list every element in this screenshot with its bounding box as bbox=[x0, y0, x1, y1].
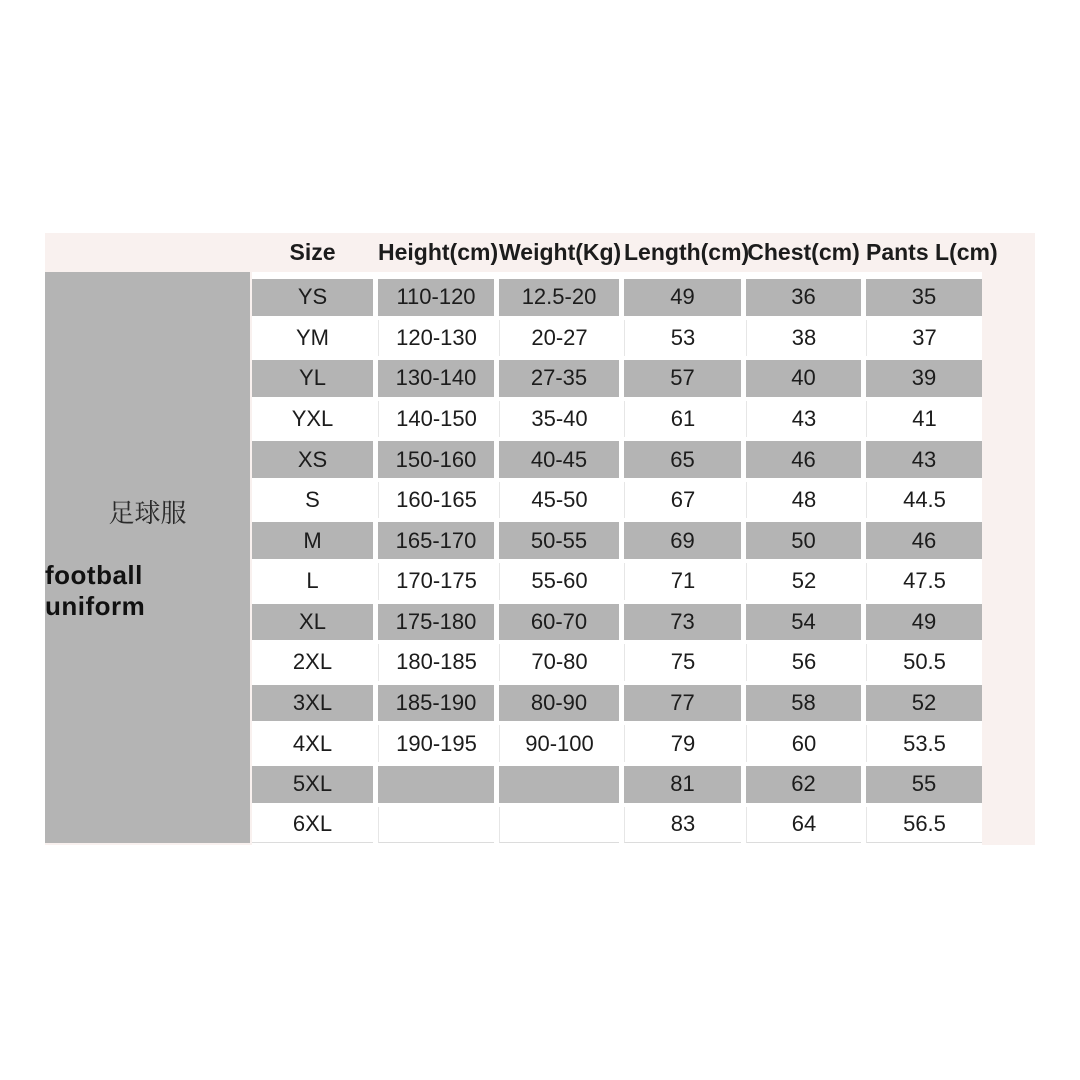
chest-cell: 54 bbox=[746, 604, 861, 641]
size-cell: YM bbox=[252, 320, 373, 357]
pants-cell: 39 bbox=[866, 360, 982, 397]
table-row-ym bbox=[252, 318, 982, 359]
weight-cell: 27-35 bbox=[499, 360, 619, 397]
col-header-chest: Chest(cm) bbox=[747, 239, 860, 265]
pants-cell: 46 bbox=[866, 522, 982, 559]
table-row-4xl bbox=[252, 723, 982, 764]
table-row-ys bbox=[252, 277, 982, 318]
chest-cell: 46 bbox=[746, 441, 861, 478]
height-cell bbox=[378, 807, 494, 844]
table-row-yl bbox=[252, 358, 982, 399]
length-cell: 83 bbox=[624, 807, 741, 844]
col-header-length: Length(cm) bbox=[624, 239, 750, 265]
length-cell: 71 bbox=[624, 563, 741, 600]
size-cell: XS bbox=[252, 441, 373, 478]
table-row-5xl bbox=[252, 764, 982, 805]
height-cell: 185-190 bbox=[378, 685, 494, 722]
pants-cell: 43 bbox=[866, 441, 982, 478]
length-cell: 67 bbox=[624, 482, 741, 519]
table-row-xs bbox=[252, 439, 982, 480]
length-cell: 77 bbox=[624, 685, 741, 722]
chest-cell: 40 bbox=[746, 360, 861, 397]
weight-cell: 12.5-20 bbox=[499, 279, 619, 316]
col-header-pants: Pants L(cm) bbox=[866, 239, 998, 265]
size-cell: S bbox=[252, 482, 373, 519]
height-cell: 150-160 bbox=[378, 441, 494, 478]
pants-cell: 35 bbox=[866, 279, 982, 316]
chest-cell: 48 bbox=[746, 482, 861, 519]
size-cell: YL bbox=[252, 360, 373, 397]
weight-cell: 70-80 bbox=[499, 644, 619, 681]
table-row-m bbox=[252, 520, 982, 561]
weight-cell: 60-70 bbox=[499, 604, 619, 641]
weight-cell bbox=[499, 807, 619, 844]
size-cell: 3XL bbox=[252, 685, 373, 722]
pants-cell: 50.5 bbox=[866, 644, 982, 681]
chest-cell: 50 bbox=[746, 522, 861, 559]
weight-cell: 50-55 bbox=[499, 522, 619, 559]
weight-cell: 20-27 bbox=[499, 320, 619, 357]
height-cell: 175-180 bbox=[378, 604, 494, 641]
weight-cell: 90-100 bbox=[499, 725, 619, 762]
chest-cell: 64 bbox=[746, 807, 861, 844]
size-chart-panel bbox=[45, 233, 1035, 845]
size-cell: 2XL bbox=[252, 644, 373, 681]
product-label-panel bbox=[45, 272, 250, 843]
chest-cell: 36 bbox=[746, 279, 861, 316]
length-cell: 53 bbox=[624, 320, 741, 357]
height-cell: 140-150 bbox=[378, 401, 494, 438]
chest-cell: 56 bbox=[746, 644, 861, 681]
col-header-height: Height(cm) bbox=[378, 239, 499, 265]
height-cell: 170-175 bbox=[378, 563, 494, 600]
pants-cell: 53.5 bbox=[866, 725, 982, 762]
weight-cell: 55-60 bbox=[499, 563, 619, 600]
height-cell: 110-120 bbox=[378, 279, 494, 316]
length-cell: 75 bbox=[624, 644, 741, 681]
length-cell: 81 bbox=[624, 766, 741, 803]
table-row-l bbox=[252, 561, 982, 602]
size-cell: YXL bbox=[252, 401, 373, 438]
pants-cell: 49 bbox=[866, 604, 982, 641]
size-cell: XL bbox=[252, 604, 373, 641]
size-cell: L bbox=[252, 563, 373, 600]
size-cell: M bbox=[252, 522, 373, 559]
chest-cell: 62 bbox=[746, 766, 861, 803]
height-cell: 130-140 bbox=[378, 360, 494, 397]
length-cell: 49 bbox=[624, 279, 741, 316]
size-cell: 5XL bbox=[252, 766, 373, 803]
col-header-weight: Weight(Kg) bbox=[499, 239, 622, 265]
pants-cell: 56.5 bbox=[866, 807, 982, 844]
chest-cell: 60 bbox=[746, 725, 861, 762]
length-cell: 79 bbox=[624, 725, 741, 762]
size-cell: 4XL bbox=[252, 725, 373, 762]
table-header bbox=[45, 233, 1035, 272]
length-cell: 61 bbox=[624, 401, 741, 438]
height-cell bbox=[378, 766, 494, 803]
height-cell: 180-185 bbox=[378, 644, 494, 681]
pants-cell: 41 bbox=[866, 401, 982, 438]
weight-cell: 45-50 bbox=[499, 482, 619, 519]
header-spacer bbox=[45, 233, 247, 272]
length-cell: 73 bbox=[624, 604, 741, 641]
length-cell: 69 bbox=[624, 522, 741, 559]
height-cell: 165-170 bbox=[378, 522, 494, 559]
weight-cell: 40-45 bbox=[499, 441, 619, 478]
weight-cell bbox=[499, 766, 619, 803]
size-table bbox=[252, 272, 982, 845]
table-row-yxl bbox=[252, 399, 982, 440]
height-cell: 190-195 bbox=[378, 725, 494, 762]
table-row-3xl bbox=[252, 683, 982, 724]
table-row-xl bbox=[252, 602, 982, 643]
table-row-2xl bbox=[252, 642, 982, 683]
length-cell: 57 bbox=[624, 360, 741, 397]
pants-cell: 44.5 bbox=[866, 482, 982, 519]
chest-cell: 43 bbox=[746, 401, 861, 438]
product-name-chinese: 足球服 bbox=[108, 498, 187, 528]
weight-cell: 80-90 bbox=[499, 685, 619, 722]
weight-cell: 35-40 bbox=[499, 401, 619, 438]
table-row-6xl bbox=[252, 805, 982, 846]
length-cell: 65 bbox=[624, 441, 741, 478]
chest-cell: 38 bbox=[746, 320, 861, 357]
height-cell: 120-130 bbox=[378, 320, 494, 357]
size-cell: 6XL bbox=[252, 807, 373, 844]
col-header-size: Size bbox=[289, 239, 336, 265]
chest-cell: 58 bbox=[746, 685, 861, 722]
pants-cell: 55 bbox=[866, 766, 982, 803]
table-row-s bbox=[252, 480, 982, 521]
product-name-english: football uniform bbox=[45, 560, 146, 621]
chest-cell: 52 bbox=[746, 563, 861, 600]
height-cell: 160-165 bbox=[378, 482, 494, 519]
pants-cell: 52 bbox=[866, 685, 982, 722]
pants-cell: 37 bbox=[866, 320, 982, 357]
size-cell: YS bbox=[252, 279, 373, 316]
pants-cell: 47.5 bbox=[866, 563, 982, 600]
